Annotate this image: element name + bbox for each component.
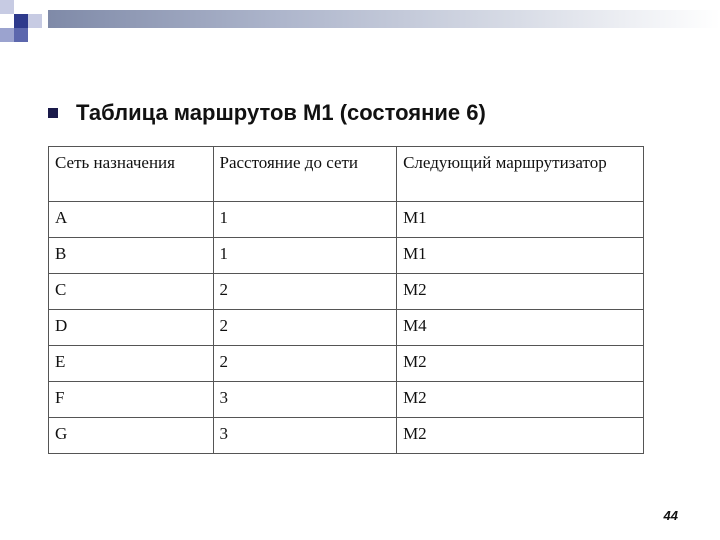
cell-next-router: M2	[397, 418, 644, 454]
cell-next-router: M2	[397, 382, 644, 418]
cell-network: G	[49, 418, 214, 454]
table-row	[49, 346, 644, 382]
slide-title: Таблица маршрутов M1 (состояние 6)	[76, 100, 486, 125]
page-number: 44	[663, 508, 678, 523]
cell-network: D	[49, 310, 214, 346]
header-decoration	[0, 0, 720, 50]
decor-square	[28, 28, 42, 42]
table-header-row	[49, 147, 644, 202]
cell-distance: 2	[213, 310, 397, 346]
decor-square	[14, 28, 28, 42]
table-row	[49, 418, 644, 454]
cell-network: F	[49, 382, 214, 418]
decor-square	[28, 0, 42, 14]
cell-network: E	[49, 346, 214, 382]
cell-distance: 1	[213, 202, 397, 238]
square-bullet-icon	[48, 108, 58, 118]
cell-next-router: M2	[397, 274, 644, 310]
cell-distance: 1	[213, 238, 397, 274]
cell-network: B	[49, 238, 214, 274]
table-row	[49, 202, 644, 238]
cell-distance: 2	[213, 274, 397, 310]
decor-square	[0, 0, 14, 14]
cell-next-router: M1	[397, 202, 644, 238]
header-distance: Расстояние до сети	[213, 147, 397, 202]
cell-next-router: M1	[397, 238, 644, 274]
cell-network: C	[49, 274, 214, 310]
cell-next-router: M4	[397, 310, 644, 346]
table-row	[49, 238, 644, 274]
cell-distance: 3	[213, 418, 397, 454]
routing-table	[48, 146, 644, 454]
cell-network: A	[49, 202, 214, 238]
header-next-router: Следующий маршрутизатор	[397, 147, 644, 202]
cell-distance: 3	[213, 382, 397, 418]
table-row	[49, 274, 644, 310]
cell-distance: 2	[213, 346, 397, 382]
decor-square	[28, 14, 42, 28]
decor-square	[0, 28, 14, 42]
title-row	[48, 100, 486, 126]
cell-next-router: M2	[397, 346, 644, 382]
header-gradient-band	[48, 10, 720, 28]
header-destination-network: Сеть назначения	[49, 147, 214, 202]
decor-square	[14, 0, 28, 14]
decor-square	[14, 14, 28, 28]
table-row	[49, 310, 644, 346]
table-row	[49, 382, 644, 418]
